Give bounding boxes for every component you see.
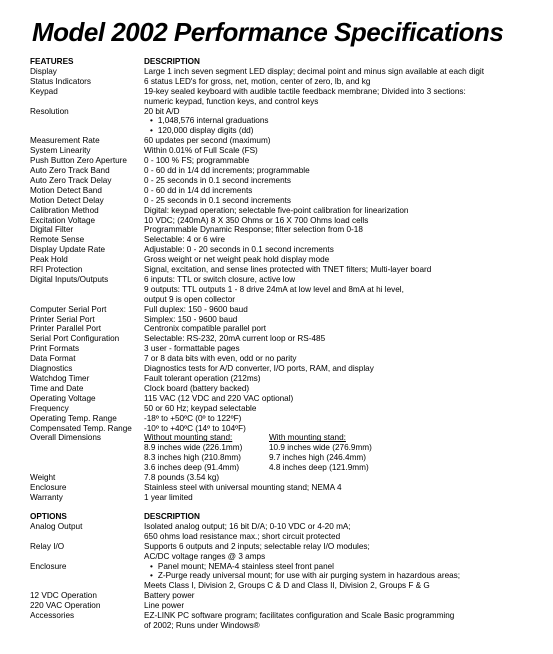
spec-row	[30, 591, 545, 601]
feature-description	[144, 265, 545, 275]
spec-row	[30, 324, 545, 334]
options-header	[30, 512, 545, 522]
feature-name: Print Formats	[30, 344, 80, 354]
feature-name: Time and Date	[30, 383, 84, 393]
options-rows	[30, 522, 545, 631]
feature-description	[144, 156, 545, 166]
spec-row	[30, 364, 545, 374]
spec-row	[30, 107, 545, 137]
feature-name: Relay I/O	[30, 541, 65, 551]
spec-row	[30, 156, 545, 166]
description-line: 60 updates per second (maximum)	[144, 136, 271, 146]
feature-description	[144, 404, 545, 414]
spec-row	[30, 275, 545, 305]
feature-description	[144, 315, 545, 325]
spec-row	[30, 344, 545, 354]
feature-description	[144, 324, 545, 334]
description-line: 3 user - formattable pages	[144, 344, 240, 354]
feature-name: Analog Output	[30, 521, 83, 531]
spec-row	[30, 334, 545, 344]
feature-name: Excitation Voltage	[30, 215, 96, 225]
feature-name: Computer Serial Port	[30, 304, 107, 314]
dimension-value: 8.9 inches wide (226.1mm)	[144, 443, 243, 453]
spec-row	[30, 384, 545, 394]
feature-description	[144, 483, 545, 493]
spec-row	[30, 206, 545, 216]
spec-row	[30, 67, 545, 77]
feature-description	[144, 77, 545, 87]
feature-description	[144, 493, 545, 503]
spec-row	[30, 522, 545, 542]
spec-row	[30, 265, 545, 275]
feature-name: System Linearity	[30, 146, 91, 156]
spec-row	[30, 374, 545, 384]
feature-description	[144, 87, 545, 107]
description-bullet: • Panel mount; NEMA-4 stainless steel front panel	[144, 562, 545, 572]
spec-row	[30, 77, 545, 87]
spec-row	[30, 196, 545, 206]
spec-row	[30, 562, 545, 592]
description-line: 115 VAC (12 VDC and 220 VAC optional)	[144, 393, 294, 403]
feature-name: Data Format	[30, 354, 76, 364]
feature-name: Serial Port Configuration	[30, 334, 120, 344]
feature-name: Diagnostics	[30, 364, 73, 374]
feature-name: Auto Zero Track Band	[30, 165, 110, 175]
feature-name: Keypad	[30, 86, 58, 96]
description-bullet: • 120,000 display digits (dd)	[144, 126, 545, 136]
feature-name: Display	[30, 66, 57, 76]
description-line: Selectable: RS-232, 20mA current loop or RS-485	[144, 334, 326, 344]
feature-description	[144, 146, 545, 156]
description-line: Supports 6 outputs and 2 inputs; selectable relay I/O modules;	[144, 541, 370, 551]
feature-name: Printer Parallel Port	[30, 324, 101, 334]
feature-description	[144, 275, 545, 305]
feature-description	[144, 364, 545, 374]
dimensions-col1-header: Without mounting stand:	[144, 433, 233, 443]
description-line: 19-key sealed keyboard with audible tactile feedback membrane; Divided into 3 sections:	[144, 86, 466, 96]
feature-name: Digital Inputs/Outputs	[30, 274, 109, 284]
description-line: Gross weight or net weight peak hold display mode	[144, 255, 330, 265]
description-line: 1 year limited	[144, 492, 193, 502]
feature-description	[144, 305, 545, 315]
spec-row	[30, 315, 545, 325]
feature-name: Operating Voltage	[30, 393, 96, 403]
feature-description	[144, 186, 545, 196]
feature-name: Enclosure	[30, 561, 67, 571]
feature-name: Resolution	[30, 106, 69, 116]
feature-name: Auto Zero Track Delay	[30, 175, 112, 185]
feature-name: Measurement Rate	[30, 136, 100, 146]
description-line: 20 bit A/D	[144, 106, 180, 116]
feature-description	[144, 216, 545, 226]
feature-description	[144, 354, 545, 364]
spec-row	[30, 394, 545, 404]
feature-description	[144, 374, 545, 384]
feature-description	[144, 176, 545, 186]
feature-description	[144, 424, 545, 434]
description-line: 9 outputs: TTL outputs 1 - 8 drive 24mA at low level and 8mA at hi level,	[144, 284, 404, 294]
description-line: Clock board (battery backed)	[144, 383, 250, 393]
spec-row	[30, 414, 545, 424]
spec-row	[30, 216, 545, 226]
dimension-value: 8.3 inches high (210.8mm)	[144, 453, 241, 463]
description-line: 7.8 pounds (3.54 kg)	[144, 473, 220, 483]
spec-row	[30, 245, 545, 255]
feature-description	[144, 196, 545, 206]
feature-description	[144, 473, 545, 483]
feature-description	[144, 414, 545, 424]
spec-row	[30, 146, 545, 156]
features-header-label: FEATURES	[30, 57, 74, 66]
description-line: Signal, excitation, and sense lines protected with TNET filters; Multi-layer board	[144, 265, 432, 275]
feature-name: Display Update Rate	[30, 245, 106, 255]
description-line: 0 - 100 % FS; programmable	[144, 156, 250, 166]
spec-row	[30, 305, 545, 315]
description-line: Simplex: 150 - 9600 baud	[144, 314, 238, 324]
dimension-value: 4.8 inches deep (121.9mm)	[269, 463, 369, 473]
description-line: 650 ohms load resistance max.; short circuit protected	[144, 531, 341, 541]
description-line: output 9 is open collector	[144, 294, 236, 304]
feature-description	[144, 235, 545, 245]
description-line: 10 VDC; (240mA) 8 X 350 Ohms or 16 X 700 Ohms load cells	[144, 215, 369, 225]
feature-description	[144, 166, 545, 176]
description-line: Diagnostics tests for A/D converter, I/O ports, RAM, and display	[144, 364, 374, 374]
options-header-label: OPTIONS	[30, 512, 67, 521]
feature-name: Peak Hold	[30, 255, 68, 265]
description-line: numeric keypad, function keys, and control keys	[144, 96, 319, 106]
feature-name: Digital Filter	[30, 225, 74, 235]
feature-name: Watchdog Timer	[30, 374, 90, 383]
features-table	[30, 57, 545, 503]
description-line: AC/DC voltage ranges @ 3 amps	[144, 551, 266, 561]
description-line: 0 - 25 seconds in 0.1 second increments	[144, 195, 292, 205]
spec-row	[30, 136, 545, 146]
options-description-header-label: DESCRIPTION	[144, 512, 200, 521]
feature-name: Accessories	[30, 611, 75, 621]
feature-description	[144, 67, 545, 77]
spec-row	[30, 255, 545, 265]
spec-row	[30, 354, 545, 364]
feature-description	[144, 344, 545, 354]
feature-description	[144, 384, 545, 394]
description-line: 7 or 8 data bits with even, odd or no parity	[144, 354, 297, 364]
spec-row	[30, 404, 545, 414]
description-line: Centronix compatible parallel port	[144, 324, 266, 334]
feature-description	[144, 225, 545, 235]
spec-row	[30, 493, 545, 503]
feature-description	[144, 591, 545, 601]
feature-description	[144, 394, 545, 404]
feature-description	[144, 255, 545, 265]
description-line: -18º to +50ºC (0º to 122ºF)	[144, 413, 242, 423]
dimensions-row	[30, 433, 545, 473]
feature-name: Push Button Zero Aperture	[30, 156, 127, 166]
feature-description	[144, 542, 545, 562]
features-tail-rows	[30, 473, 545, 503]
feature-name: Calibration Method	[30, 205, 99, 215]
feature-description	[144, 522, 545, 542]
description-bullet: • Z-Purge ready universal mount; for use with air purging system in hazardous areas;	[144, 571, 545, 581]
feature-name: Remote Sense	[30, 235, 85, 245]
options-table	[30, 512, 545, 631]
description-line: 6 inputs: TTL or switch closure, active low	[144, 274, 296, 284]
feature-name: Overall Dimensions	[30, 433, 101, 443]
description-line: Battery power	[144, 591, 195, 601]
feature-name: Compensated Temp. Range	[30, 423, 132, 433]
spec-row	[30, 483, 545, 493]
feature-description	[144, 136, 545, 146]
feature-name: Motion Detect Band	[30, 185, 102, 195]
dimensions-col2-header: With mounting stand:	[269, 433, 346, 443]
feature-description	[144, 334, 545, 344]
dimension-value: 10.9 inches wide (276.9mm)	[269, 443, 372, 453]
description-line: Stainless steel with universal mounting stand; NEMA 4	[144, 482, 342, 492]
feature-name: Frequency	[30, 403, 69, 413]
feature-description	[144, 245, 545, 255]
description-line: Programmable Dynamic Response; filter selection from 0-18	[144, 225, 363, 235]
description-header-label: DESCRIPTION	[144, 57, 200, 66]
feature-name: 12 VDC Operation	[30, 591, 97, 601]
spec-row	[30, 424, 545, 434]
description-bullet: • 1,048,576 internal graduations	[144, 116, 545, 126]
description-line: Line power	[144, 601, 185, 611]
description-line: Large 1 inch seven segment LED display; decimal point and minus sign available at each digit	[144, 66, 484, 76]
feature-name: Warranty	[30, 492, 63, 502]
feature-name: Status Indicators	[30, 76, 91, 86]
feature-description	[144, 107, 545, 137]
feature-name: Motion Detect Delay	[30, 195, 104, 205]
spec-row	[30, 225, 545, 235]
description-line: Adjustable: 0 - 20 seconds in 0.1 second increments	[144, 245, 334, 255]
spec-row	[30, 542, 545, 562]
spec-row	[30, 473, 545, 483]
description-line: Selectable: 4 or 6 wire	[144, 235, 226, 245]
description-line: 0 - 60 dd in 1/4 dd increments; programmable	[144, 165, 310, 175]
spec-row	[30, 176, 545, 186]
spec-row	[30, 87, 545, 107]
description-line: Meets Class I, Division 2, Groups C & D and Class II, Division 2, Groups F & G	[144, 581, 430, 591]
feature-name: Operating Temp. Range	[30, 413, 117, 423]
feature-name: Weight	[30, 473, 56, 483]
description-line: EZ-LINK PC software program; facilitates configuration and Scale Basic programming	[144, 611, 455, 621]
description-line: 6 status LED's for gross, net, motion, center of zero, lb, and kg	[144, 76, 371, 86]
dimensions-grid	[144, 433, 545, 473]
description-line: 50 or 60 Hz; keypad selectable	[144, 403, 257, 413]
spec-row	[30, 235, 545, 245]
spec-row	[30, 601, 545, 611]
description-line: 0 - 60 dd in 1/4 dd increments	[144, 185, 253, 195]
spec-row	[30, 611, 545, 631]
feature-name: Printer Serial Port	[30, 314, 95, 324]
description-line: of 2002; Runs under Windows®	[144, 620, 260, 630]
feature-description	[144, 601, 545, 611]
features-rows	[30, 67, 545, 434]
description-line: Within 0.01% of Full Scale (FS)	[144, 146, 258, 156]
dimension-value: 3.6 inches deep (91.4mm)	[144, 463, 240, 473]
features-header	[30, 57, 545, 67]
page-title: Model 2002 Performance Specifications	[32, 17, 504, 47]
spec-row	[30, 166, 545, 176]
description-line: Digital: keypad operation; selectable five-point calibration for linearization	[144, 205, 409, 215]
feature-description	[144, 562, 545, 592]
feature-name: 220 VAC Operation	[30, 601, 101, 611]
spec-row	[30, 186, 545, 196]
feature-name: Enclosure	[30, 482, 67, 492]
feature-description	[144, 611, 545, 631]
description-line: 0 - 25 seconds in 0.1 second increments	[144, 175, 292, 185]
feature-name: RFI Protection	[30, 265, 83, 275]
description-line: -10º to +40ºC (14º to 104ºF)	[144, 423, 246, 433]
feature-description	[144, 206, 545, 216]
description-line: Isolated analog output; 16 bit D/A; 0-10 VDC or 4-20 mA;	[144, 521, 351, 531]
dimension-value: 9.7 inches high (246.4mm)	[269, 453, 366, 463]
description-line: Full duplex: 150 - 9600 baud	[144, 304, 248, 314]
description-line: Fault tolerant operation (212ms)	[144, 374, 261, 383]
